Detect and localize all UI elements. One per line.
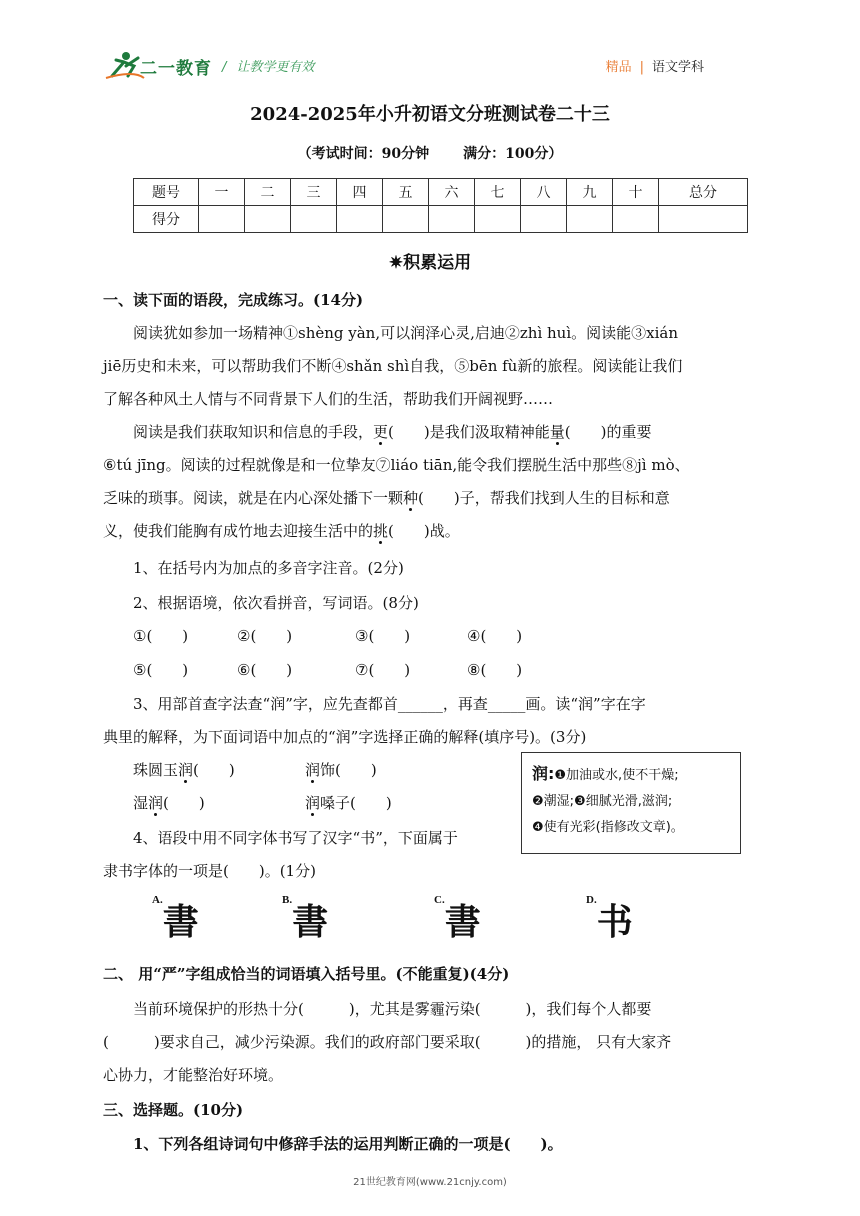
q1-sub3-line1: 3、用部首查字法查“润”字，应先查都首______，再查_____画。读“润”字在字 <box>133 695 646 713</box>
q1-para1-line1: 阅读犹如参加一场精神①shèng yàn,可以润泽心灵,启迪②zhì huì。阅读能③xián <box>133 324 678 342</box>
tag-quality: 精品 <box>605 60 632 75</box>
q3-sub1: 1、下列各组诗词句中修辞手法的运用判断正确的一项是( )。 <box>133 1135 563 1153</box>
glyph-shu-cursive: 书 <box>596 901 633 943</box>
q2-line2: ( )要求自己，减少污染源。我们的政府部门要采取( )的措施， 只有大家齐 <box>103 1033 672 1051</box>
q1-sub1: 1、在括号内为加点的多音字注音。(2分) <box>133 559 404 577</box>
option-d: $^{D.}$书 <box>586 894 633 943</box>
q3-heading: 三、选择题。(10分) <box>103 1101 244 1119</box>
q1-sub2: 2、根据语境，依次看拼音，写词语。(8分) <box>133 594 419 612</box>
q1-sub4-line2: 隶书字体的一项是( )。(1分) <box>103 862 316 880</box>
glyph-shu-seal: 書 <box>162 901 199 943</box>
header-tags: 精品 | 语文学科 <box>605 60 704 75</box>
option-b: $^{B.}$書 <box>282 894 329 943</box>
q1-blanks-row1: ①( ) ②( ) ③( ) ④( ) <box>133 627 523 645</box>
glyph-shu-clerical: 書 <box>292 901 329 943</box>
exam-info: （考试时间：90分钟 满分：100分） <box>297 146 563 162</box>
q2-heading: 二、 用“严”字组成恰当的词语填入括号里。(不能重复)(4分) <box>103 965 510 983</box>
q1-para1-line3: 了解各种风土人情与不同背景下人们的生活，帮助我们开阔视野…… <box>103 390 554 408</box>
q1-para2-line4: 义，使我们能胸有成竹地去迎接生活中的挑( )战。 <box>103 522 460 540</box>
q2-line1: 当前环境保护的形热十分( )，尤其是雾霾污染( )，我们每个人都要 <box>133 1000 652 1018</box>
brand-slogan: / 让教学更有效 <box>222 60 315 75</box>
definition-box: 润:❶加油或水,使不干燥; ❷潮湿;❸细腻光滑,滋润; ❹使有光彩(指修改文章)。 <box>521 752 741 854</box>
page-footer: 21世纪教育网(www.21cnjy.com) <box>353 1177 507 1188</box>
q1-words-row2: 湿润( ) 润嗓子( ) <box>133 794 392 812</box>
score-table-score-row: 得分 <box>134 206 748 233</box>
q1-words-row1: 珠圆玉润( ) 润饰( ) <box>133 761 377 779</box>
score-table <box>133 178 748 233</box>
glyph-shu-regular: 書 <box>444 901 481 943</box>
tag-subject: 语文学科 <box>651 60 704 75</box>
option-a: $^{A.}$書 <box>152 894 199 943</box>
q1-para2-line3: 乏味的琐事。阅读，就是在内心深处播下一颗种( )子，帮我们找到人生的目标和意 <box>103 489 670 507</box>
brand-name: 二一教育 <box>140 59 212 79</box>
page-title: 2024-2025年小升初语文分班测试卷二十三 <box>250 104 610 125</box>
q1-blanks-row2: ⑤( ) ⑥( ) ⑦( ) ⑧( ) <box>133 661 523 679</box>
score-table-header-row: 题号 一 二 三 四 五 六 七 八 九 十 总分 <box>134 179 748 206</box>
option-c: $^{C.}$書 <box>434 894 481 943</box>
q1-heading: 一、读下面的语段，完成练习。(14分) <box>103 291 364 309</box>
q1-sub3-line2: 典里的解释，为下面词语中加点的“润”字选择正确的解释(填序号)。(3分) <box>103 728 587 746</box>
q1-para1-line2: jiē历史和未来，可以帮助我们不断④shǎn shì自我，⑤bēn fù新的旅程。阅读能让我们 <box>103 357 683 375</box>
q1-para2-line2: ⑥tú jīng。阅读的过程就像是和一位挚友⑦liáo tiān,能令我们摆脱生活中那些⑧jì mò、 <box>103 456 690 474</box>
q1-para2-line1: 阅读是我们获取知识和信息的手段，更( )是我们汲取精神能量( )的重要 <box>133 423 652 441</box>
section-title: ✷积累运用 <box>388 253 472 273</box>
q2-line3: 心协力，才能整治好环境。 <box>103 1066 284 1084</box>
q1-sub4-line1: 4、语段中用不同字体书写了汉字“书”，下面属于 <box>133 829 458 847</box>
